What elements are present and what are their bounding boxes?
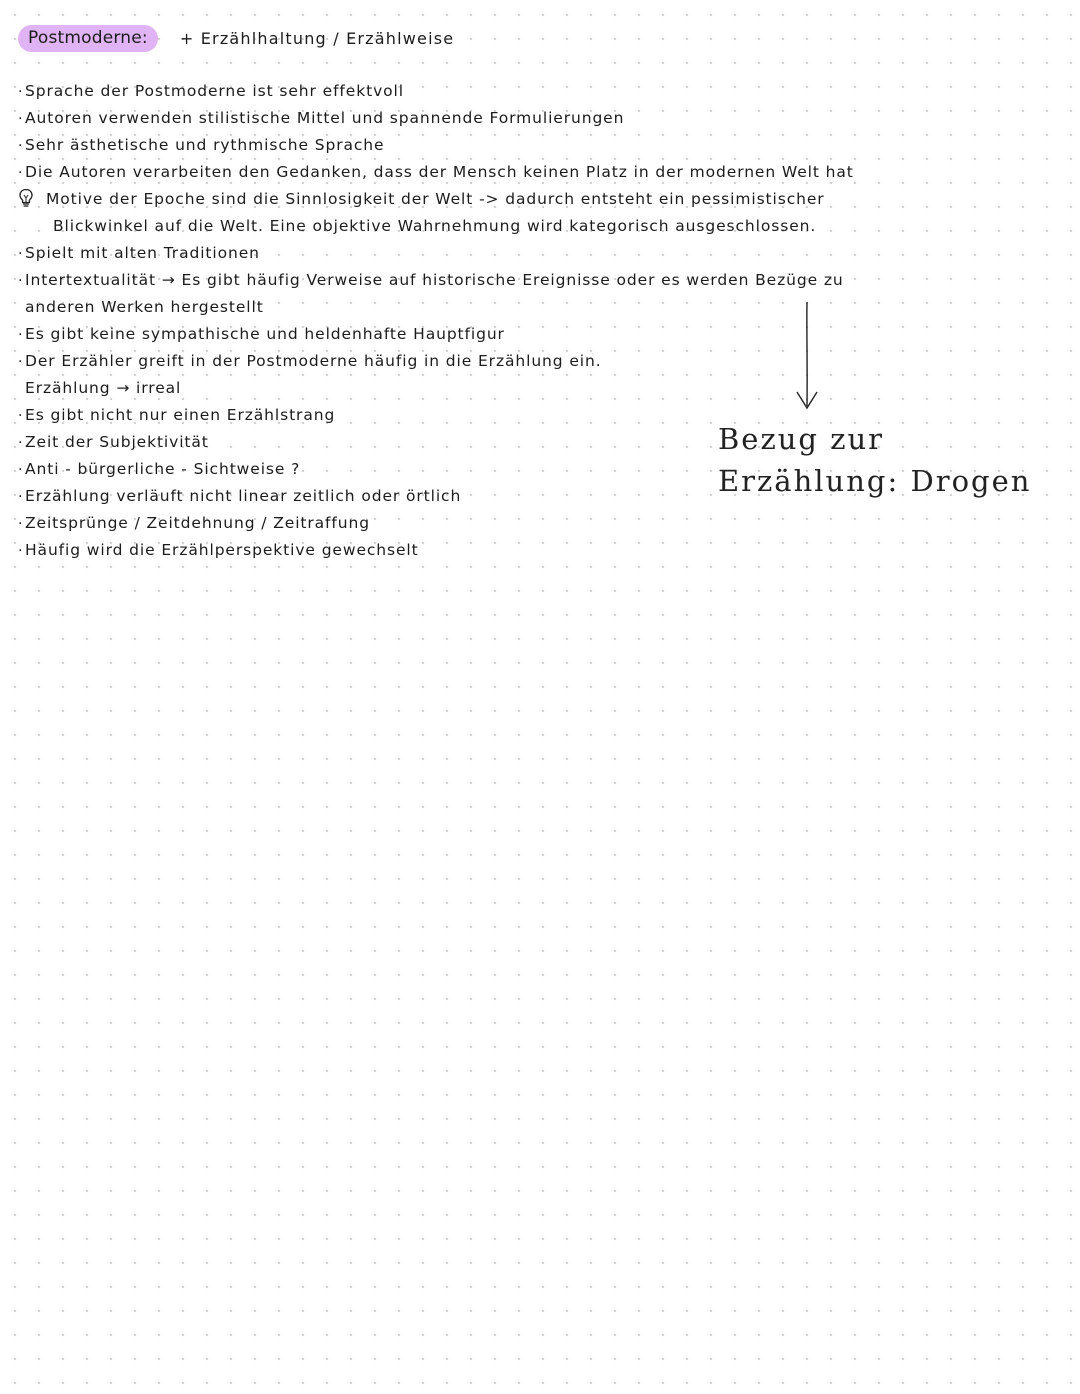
bullet: · — [18, 408, 24, 424]
note-line: · Es gibt keine sympathische und heldenhafte Hauptfigur — [18, 321, 1048, 348]
note-line: · Sehr ästhetische und rythmische Sprache — [18, 132, 1048, 159]
note-line: · Spielt mit alten Traditionen — [18, 240, 1048, 267]
bullet: · — [18, 327, 24, 343]
note-line: · Erzählung verläuft nicht linear zeitlich oder örtlich — [18, 483, 1048, 510]
bullet: · — [18, 543, 24, 559]
note-line: · Häufig wird die Erzählperspektive gewechselt — [18, 537, 1048, 564]
note-line-continued: anderen Werken hergestellt — [25, 298, 264, 316]
bullet: · — [18, 246, 24, 262]
bullet: · — [18, 138, 24, 154]
bullet: · — [18, 165, 24, 181]
lightbulb-icon — [18, 188, 34, 208]
note-line: · Zeitsprünge / Zeitdehnung / Zeitraffung — [18, 510, 1048, 537]
note-line: · Sprache der Postmoderne ist sehr effektvoll — [18, 78, 1048, 105]
note-line: · Die Autoren verarbeiten den Gedanken, dass der Mensch keinen Platz in der modernen Welt hat — [18, 159, 1048, 186]
arrow-down-icon — [792, 300, 822, 412]
bullet: · — [18, 516, 24, 532]
note-line-continued: Blickwinkel auf die Welt. Eine objektive Wahrnehmung wird kategorisch ausgeschlossen. — [53, 217, 817, 235]
bullet: · — [18, 462, 24, 478]
bullet: · — [18, 84, 24, 100]
side-note — [718, 418, 1031, 502]
note-line: · Anti - bürgerliche - Sichtweise ? — [18, 456, 1048, 483]
note-line: Motive der Epoche sind die Sinnlosigkeit der Welt -> dadurch entsteht ein pessimistischer — [18, 186, 1048, 213]
header — [18, 22, 454, 54]
page-subtitle: + Erzählhaltung / Erzählweise — [179, 28, 455, 48]
bullet: · — [18, 354, 24, 370]
note-line: · Autoren verwenden stilistische Mittel und spannende Formulierungen — [18, 105, 1048, 132]
note-line: · Zeit der Subjektivität — [18, 429, 1048, 456]
note-line: · Es gibt nicht nur einen Erzählstrang — [18, 402, 1048, 429]
side-note-line-1: Bezug zur — [718, 422, 885, 456]
bullet: · — [18, 435, 24, 451]
bullet: · — [18, 489, 24, 505]
bullet: · — [18, 111, 24, 127]
side-note-line-2: Erzählung: Drogen — [718, 464, 1032, 498]
note-line: · Der Erzähler greift in der Postmoderne häufig in die Erzählung ein. — [18, 348, 1048, 375]
bullet: · — [18, 273, 24, 289]
page-title: Postmoderne: — [18, 25, 158, 52]
note-line: · Intertextualität → Es gibt häufig Verweise auf historische Ereignisse oder es werden Bezüge zu — [18, 267, 1048, 294]
note-line-continued: Erzählung → irreal — [25, 379, 182, 397]
